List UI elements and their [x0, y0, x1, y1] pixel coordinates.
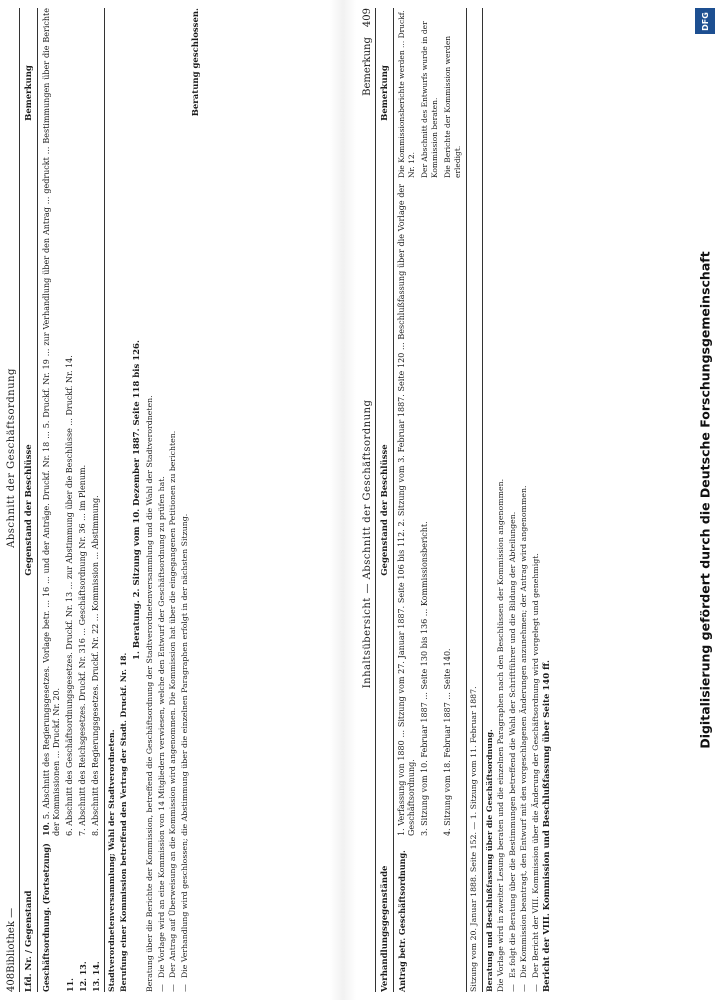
paragraph: —Die Verhandlung wird geschlossen; die Abstimmung über die einzelnen Paragraphen erfolgt in der nächsten Sitzung. [179, 513, 189, 992]
row-text: 5. Abschnitt des Regierungsgesetzes. Vorlage betr. ... 16 ... und der Anträge. Druckf. Nr. 18 ... 5. Druckf. Nr. 19 ... zur Verhandlung über den Antrag ... gedruckt ... Bestimmungen über die Berichte der Kommissionen ... Druckf. Nr. 20. [42, 8, 61, 836]
row-text: 6. Abschnitt des Geschäftsordnungsgesetzes. Druckf. Nr. 13 ... zur Abstimmung über die Beschlüsse ... Druckf. Nr. 14. [65, 355, 74, 836]
row-text: 7. Abschnitt des Reichsgesetzes. Druckf. Nr. 316 ... Geschäftsordnung Nr. 36 ... im Plenum. [78, 464, 87, 836]
row-number: 11. [65, 978, 75, 992]
watermark-strip [688, 0, 722, 1000]
divider [466, 8, 467, 992]
section-heading: Berufung einer Kommission betreffend den Vertrag der Stadt. Druckf. Nr. 18. [118, 652, 128, 992]
right-running-head-center: Inhaltsübersicht — Abschnitt der Geschäftsordnung [362, 399, 373, 689]
paragraph-text: Die Kommission beantragt, den Entwurf mit den vorgeschlagenen Änderungen anzunehmen; der Antrag wird angenommen. [519, 485, 528, 978]
table-row [65, 8, 75, 992]
divider [482, 8, 483, 992]
right-page-number: 409 [362, 8, 373, 28]
left-running-head [6, 8, 20, 992]
right-running-head [362, 8, 376, 992]
paragraph: —Die Vorlage wird an eine Kommission von 14 Mitgliedern verwiesen, welche den Entwurf der Geschäftsordnung zu prüfen hat. [156, 476, 166, 992]
left-column-headers [24, 8, 38, 992]
paragraph: —Der Bericht der VIII. Kommission über die Änderung der Geschäftsordnung wird vorgelegt und genehmigt. [530, 553, 540, 992]
paragraph-text: Die Verhandlung wird geschlossen; die Abstimmung über die einzelnen Paragraphen erfolgt in der nächsten Sitzung. [179, 513, 189, 978]
right-page [356, 0, 686, 1000]
table-row [78, 8, 88, 992]
row-number: 12. 13. [78, 961, 88, 992]
table-row [443, 8, 463, 992]
subheading: 1. Beratung. 2. Sitzung vom 10. Dezember 1887. Seite 118 bis 126. [132, 340, 142, 660]
row-label: Geschäftsordnung. (Fortsetzung) [41, 843, 51, 992]
section-heading: Stadtverordnetenversammlung; Wahl der Stadtverordneten. [107, 729, 116, 992]
paragraph-text: Es folgt die Beratung über die Bestimmungen betreffend die Wahl der Schriftführer und die Bildung der Abteilungen. [507, 511, 517, 978]
row-text: 4. Sitzung vom 18. Februar 1887 ... Seite 140. [443, 648, 452, 836]
left-col-header-3: Bemerkung [24, 65, 34, 121]
left-col-header-1: Lfd. Nr. / Gegenstand [24, 890, 34, 992]
row-number: 13. 14. [91, 961, 101, 992]
watermark-text: Digitalisierung gefördert durch die Deutsche Forschungsgemeinschaft [697, 251, 713, 749]
left-col-header-2: Gegenstand der Beschlüsse [24, 444, 34, 576]
end-note: Bericht der VIII. Kommission und Beschlußfassung über Seite 140 ff. [542, 659, 552, 992]
end-note: Beratung geschlossen. [191, 8, 201, 117]
table-row [420, 8, 440, 992]
left-page-number: 408 [6, 972, 17, 992]
table-row [41, 8, 62, 992]
paragraph: —Es folgt die Beratung über die Bestimmungen betreffend die Wahl der Schriftführer und die Bildung der Abteilungen. [507, 511, 517, 992]
row-text: 3. Sitzung vom 10. Februar 1887 ... Seite 130 bis 136 ... Kommissionsbericht. [420, 521, 429, 836]
divider [104, 8, 105, 992]
section-heading: Beratung und Beschlußfassung über die Geschäftsordnung. [484, 729, 494, 992]
row-label: Antrag betr. Geschäftsordnung. [397, 850, 407, 992]
right-col-header-2: Gegenstand der Beschlüsse [380, 444, 390, 576]
table-row [397, 8, 417, 992]
dfg-logo [695, 8, 715, 34]
left-running-head-left: Bibliothek — [6, 907, 17, 973]
paragraph-text: Der Antrag auf Überweisung an die Kommission wird angenommen. Die Kommission hat über die eingegangenen Petitionen zu berichten. [168, 430, 177, 978]
paragraph-text: Der Bericht der VIII. Kommission über die Änderung der Geschäftsordnung wird vorgelegt und genehmigt. [530, 553, 540, 978]
right-running-head-right: Bemerkung [362, 37, 373, 96]
paragraph: Die Vorlage wird in zweiter Lesung beraten und die einzelnen Paragraphen nach den Beschlüssen der Kommission angenommen. [496, 478, 505, 992]
left-running-head-center: Abschnitt der Geschäftsordnung [6, 368, 17, 548]
paragraph-text: Die Vorlage wird an eine Kommission von 14 Mitgliedern verwiesen, welche den Entwurf der Geschäftsordnung zu prüfen hat. [156, 476, 166, 978]
row-text: 8. Abschnitt des Regierungsgesetzes. Druckf. Nr. 22 ... Kommission ... Abstimmung. [91, 495, 100, 836]
paragraph: —Der Antrag auf Überweisung an die Kommission wird angenommen. Die Kommission hat über die eingegangenen Petitionen zu berichten. [168, 430, 177, 992]
right-col-header-3: Bemerkung [380, 65, 390, 121]
dfg-logo-text: DFG [700, 11, 710, 31]
row-number: 10. [41, 822, 51, 836]
row-remark: Die Kommissionsberichte werden ... Druckf. Nr. 12. [397, 10, 416, 178]
row-text: 1. Verfassung von 1880 ... Sitzung vom 27. Januar 1887. Seite 106 bis 112. 2. Sitzung vom 3. Februar 1887. Seite 120 ... Beschlußfassung über die Vorlage der Geschäftsordnung. [397, 184, 416, 836]
row-remark: Die Berichte der Kommission werden erledigt. [443, 35, 462, 178]
left-page [0, 0, 330, 1000]
table-row [91, 8, 101, 992]
book-gutter [330, 0, 356, 1000]
right-column-headers [380, 8, 394, 992]
paragraph: —Die Kommission beantragt, den Entwurf mit den vorgeschlagenen Änderungen anzunehmen; der Antrag wird angenommen. [519, 485, 528, 992]
paragraph: Beratung über die Berichte der Kommission, betreffend die Geschäftsordnung der Stadtverordnetenversammlung und die Wahl der Stadtverordneten. [145, 395, 154, 992]
right-col-header-1: Verhandlungsgegenstände [380, 865, 390, 992]
row-remark: Der Abschnitt des Entwurfs wurde in der Kommission beraten. [420, 21, 439, 178]
section-heading: Sitzung vom 20. Januar 1888. Seite 152. — 1. Sitzung vom 11. Februar 1887. [469, 686, 478, 992]
